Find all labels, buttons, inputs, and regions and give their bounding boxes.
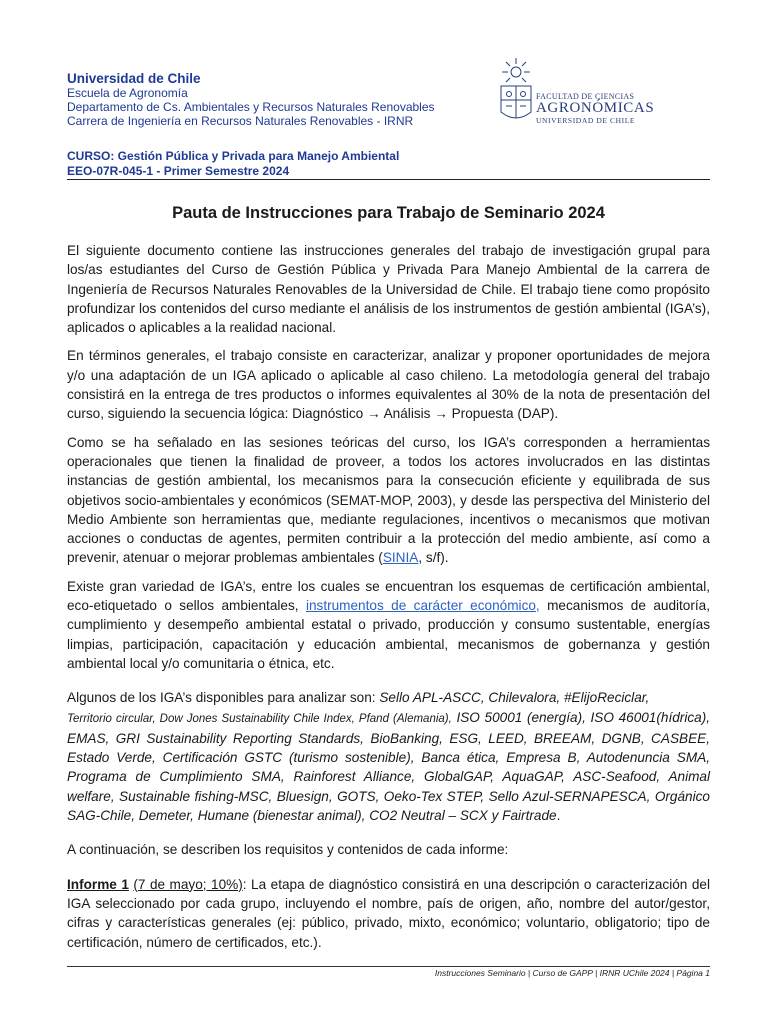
course-name: CURSO: Gestión Pública y Privada para Manejo Ambiental	[67, 149, 400, 163]
p5-list-b: ISO 50001 (energía), ISO 46001(hídrica), EMAS, GRI Sustainability Reporting Standards, BioBanking, ESG, LEED, BREEAM, DGNB, CASBEE, Estado Verde, Certificación GSTC (turismo sostenible), Banca ética, Empresa B, Autodenuncia SMA, Programa de Cumplimiento SMA, Rainforest Alliance, GlobalGAP, AquaGAP, ASC-Seafood, Animal welfare, Sustainable fishing-MSC, Bluesign, GOTS, Oeko-Tex STEP, Sello Azul-SERNAPESCA, Orgánico SAG-Chile, Demeter, Humane (bienestar animal), CO2 Neutral – SCX y Fairtrade	[67, 709, 711, 824]
header-divider	[67, 179, 710, 180]
course-info	[67, 149, 567, 178]
paragraph-iga-list	[67, 688, 710, 825]
paragraph-informe-1	[67, 875, 710, 952]
p3-text: Como se ha señalado en las sesiones teóricas del curso, los IGA’s corresponden a herramientas operacionales que tienen la finalidad de proveer, a todos los actores involucrados en las distintas instancias de gestión ambiental, los mecanismos para la consecución eficiente y equilibrada de sus objetivos socio-ambientales y económicos (SEMAT-MOP, 2003), y desde las perspectiva del Ministerio del Medio Ambiente son herramientas que, mediante regulaciones, incentivos o mecanismos que motivan acciones o conductas de agentes, permiten contribuir a la protección del medio ambiente, así como a prevenir, atenuar o mejorar problemas ambientales (	[67, 434, 710, 566]
logo-line-1: FACULTAD DE CIENCIAS	[536, 92, 635, 101]
career-name: Carrera de Ingeniería en Recursos Naturales Renovables - IRNR	[67, 114, 414, 128]
p3-after: , s/f).	[418, 550, 449, 566]
course-code: EEO-07R-045-1 - Primer Semestre 2024	[67, 163, 290, 178]
school-name: Escuela de Agronomía	[67, 86, 188, 100]
logo-line-2: AGRONÓMICAS	[536, 100, 655, 116]
sinia-link[interactable]: SINIA	[382, 550, 419, 566]
footer-divider	[67, 966, 710, 967]
department-name: Departamento de Cs. Ambientales y Recursos Naturales Renovables	[67, 100, 435, 114]
logo-line-3: UNIVERSIDAD DE CHILE	[536, 116, 636, 125]
document-body	[67, 241, 710, 952]
p4-after: mecanismos de auditoría, cumplimiento y desempeño ambiental estatal o privado, producción y consumo sustentable, energías limpias, participación, capacitación y educación ambiental, mecanismos de gobernanza y gestión ambiental local y/o comunitaria o étnica, etc.	[67, 598, 711, 671]
paragraph-iga-definition	[67, 433, 710, 568]
p5-list-small: Territorio circular, Dow Jones Sustainability Chile Index, Pfand (Alemania),	[67, 712, 452, 725]
paragraph-general: En términos generales, el trabajo consiste en caracterizar, analizar y proponer oportunidades de mejora y/o una adaptación de un IGA aplicado o aplicable al caso chileno. La metodología general del trabajo consistirá en la entrega de tres productos o informes equivalentes al 30% de la nota de presentación del curso, siguiendo la secuencia lógica: Diagnóstico → Análisis → Propuesta (DAP).	[67, 348, 710, 422]
p5-intro: Algunos de los IGA’s disponibles para analizar son:	[67, 690, 380, 706]
paragraph-iga-variety	[67, 577, 710, 673]
institution-header	[67, 71, 487, 128]
informe-1-date: (7 de mayo; 10%)	[133, 876, 243, 892]
page-footer: Instrucciones Seminario | Curso de GAPP | IRNR UChile 2024 | Página 1	[434, 968, 710, 978]
p5-list-a: Sello APL-ASCC, Chilevalora, #ElijoReciclar,	[379, 690, 650, 706]
economic-instruments-link[interactable]: instrumentos de carácter económico,	[305, 598, 540, 614]
informe-1-label: Informe 1	[67, 876, 129, 892]
p5-end: .	[556, 808, 561, 824]
university-name: Universidad de Chile	[67, 71, 201, 86]
informe-1-text: : La etapa de diagnóstico consistirá en una descripción o caracterización del IGA seleccionado por cada grupo, incluyendo el nombre, país de origen, año, nombre del autor/gestor, cifras y características generales (ej: público, privado, mixto, económico; voluntario, obligatorio; tipo de certificación, número de certificados, etc.).	[67, 876, 710, 950]
paragraph-requirements: A continuación, se describen los requisitos y contenidos de cada informe:	[67, 842, 509, 858]
p4-before: Existe gran variedad de IGA’s, entre los cuales se encuentran los esquemas de certificación ambiental, eco-etiquetado o sellos ambientales,	[67, 578, 710, 614]
faculty-logo-text	[536, 92, 654, 125]
document-title: Pauta de Instrucciones para Trabajo de Seminario 2024	[172, 204, 605, 222]
paragraph-intro: El siguiente documento contiene las instrucciones generales del trabajo de investigación grupal para los/as estudiantes del Curso de Gestión Pública y Privada Para Manejo Ambiental de la carrera de Ingeniería de Recursos Naturales Renovables de la Universidad de Chile. El trabajo tiene como propósito profundizar los contenidos del curso mediante el análisis de los instrumentos de gestión ambiental (IGA’s), aplicados o aplicables a la realidad nacional.	[67, 243, 710, 336]
